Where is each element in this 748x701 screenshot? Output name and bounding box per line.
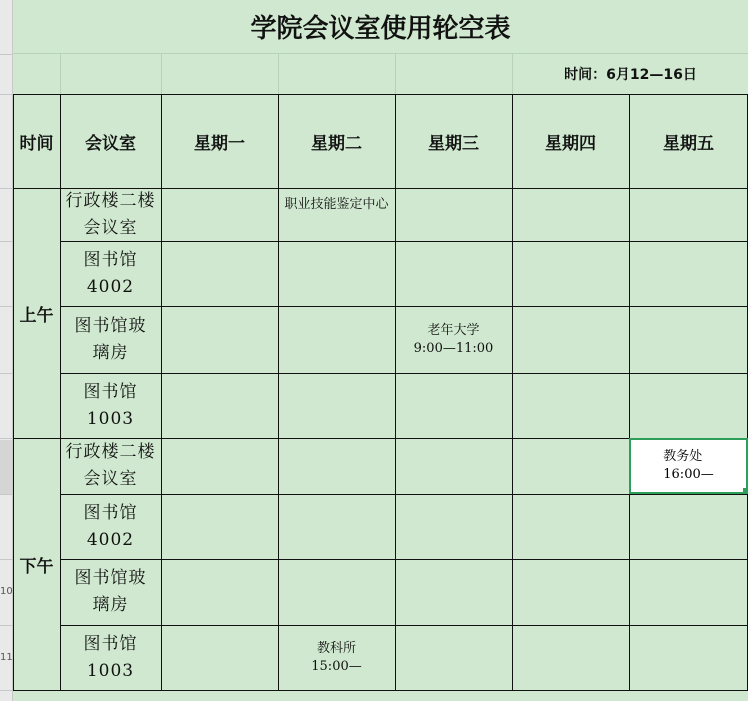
- header-tuesday[interactable]: 星期二: [311, 133, 362, 154]
- date-range[interactable]: 时间：6月12—16日: [564, 67, 697, 83]
- period-morning[interactable]: 上午: [19, 305, 54, 326]
- grid-line: [161, 94, 162, 690]
- row-divider: [0, 306, 12, 307]
- cell-divider: [161, 54, 162, 94]
- room-library-1003[interactable]: [60, 373, 161, 438]
- room-label: 图书馆玻璃房: [74, 315, 147, 363]
- grid-line: [13, 94, 748, 95]
- booking-cell[interactable]: 教科所 15:00—: [311, 640, 362, 674]
- room-label: 行政楼二楼会议室: [65, 190, 156, 238]
- room-label: 图书馆1003: [83, 633, 138, 681]
- cell-divider: [60, 54, 61, 94]
- grid-line: [60, 373, 748, 374]
- room-admin-building[interactable]: [60, 188, 161, 241]
- sheet-title[interactable]: 学院会议室使用轮空表: [13, 0, 748, 54]
- grid-line: [60, 241, 748, 242]
- booking-cell[interactable]: [278, 188, 395, 241]
- grid-line: [13, 94, 14, 690]
- row-header-gutter: [0, 0, 13, 701]
- room-library-glass[interactable]: [60, 306, 161, 373]
- room-label: 图书馆1003: [83, 381, 138, 429]
- grid-line: [629, 94, 630, 690]
- row-divider: [0, 690, 12, 691]
- header-time[interactable]: 时间: [19, 133, 54, 154]
- header-room[interactable]: 会议室: [85, 133, 136, 154]
- room-library-1003[interactable]: [60, 625, 161, 690]
- cell-divider: [278, 54, 279, 94]
- row-divider: [0, 94, 12, 95]
- row-divider: [0, 559, 12, 560]
- grid-line: [13, 690, 748, 691]
- row-number[interactable]: 11: [0, 652, 13, 663]
- room-label: 图书馆4002: [83, 502, 138, 550]
- row-divider: [0, 54, 12, 55]
- selected-row-indicator: [0, 440, 12, 494]
- spreadsheet-grid: [13, 0, 748, 701]
- row-divider: [0, 241, 12, 242]
- grid-line: [60, 94, 61, 690]
- grid-line: [60, 494, 748, 495]
- header-wednesday[interactable]: 星期三: [428, 133, 479, 154]
- header-thursday[interactable]: 星期四: [545, 133, 596, 154]
- selected-booking-cell[interactable]: [629, 438, 748, 494]
- grid-line: [60, 559, 748, 560]
- grid-line: [512, 94, 513, 690]
- grid-line: [395, 94, 396, 690]
- room-library-4002[interactable]: [60, 494, 161, 559]
- room-label: 图书馆4002: [83, 249, 138, 297]
- row-divider: [0, 438, 12, 439]
- grid-line: [13, 188, 748, 189]
- header-friday[interactable]: 星期五: [663, 133, 714, 154]
- room-admin-building[interactable]: [60, 438, 161, 494]
- room-label: 行政楼二楼会议室: [65, 442, 156, 489]
- cell-divider: [395, 54, 396, 94]
- period-afternoon[interactable]: 下午: [19, 556, 54, 577]
- grid-line: [60, 306, 748, 307]
- row-number[interactable]: 10: [0, 586, 13, 597]
- fill-handle[interactable]: [743, 488, 748, 494]
- room-library-4002[interactable]: [60, 241, 161, 306]
- grid-line: [60, 625, 748, 626]
- row-divider: [0, 373, 12, 374]
- room-label: 图书馆玻璃房: [74, 568, 147, 615]
- header-monday[interactable]: 星期一: [194, 133, 245, 154]
- room-library-glass[interactable]: [60, 559, 161, 625]
- booking-text: 教务处 16:00—: [663, 449, 714, 482]
- booking-cell[interactable]: 老年大学 9:00—11:00: [413, 322, 494, 356]
- row-divider: [0, 625, 12, 626]
- booking-text: 职业技能鉴定中心: [284, 197, 389, 212]
- grid-line: [278, 94, 279, 690]
- row-divider: [0, 188, 12, 189]
- row-divider: [0, 494, 12, 495]
